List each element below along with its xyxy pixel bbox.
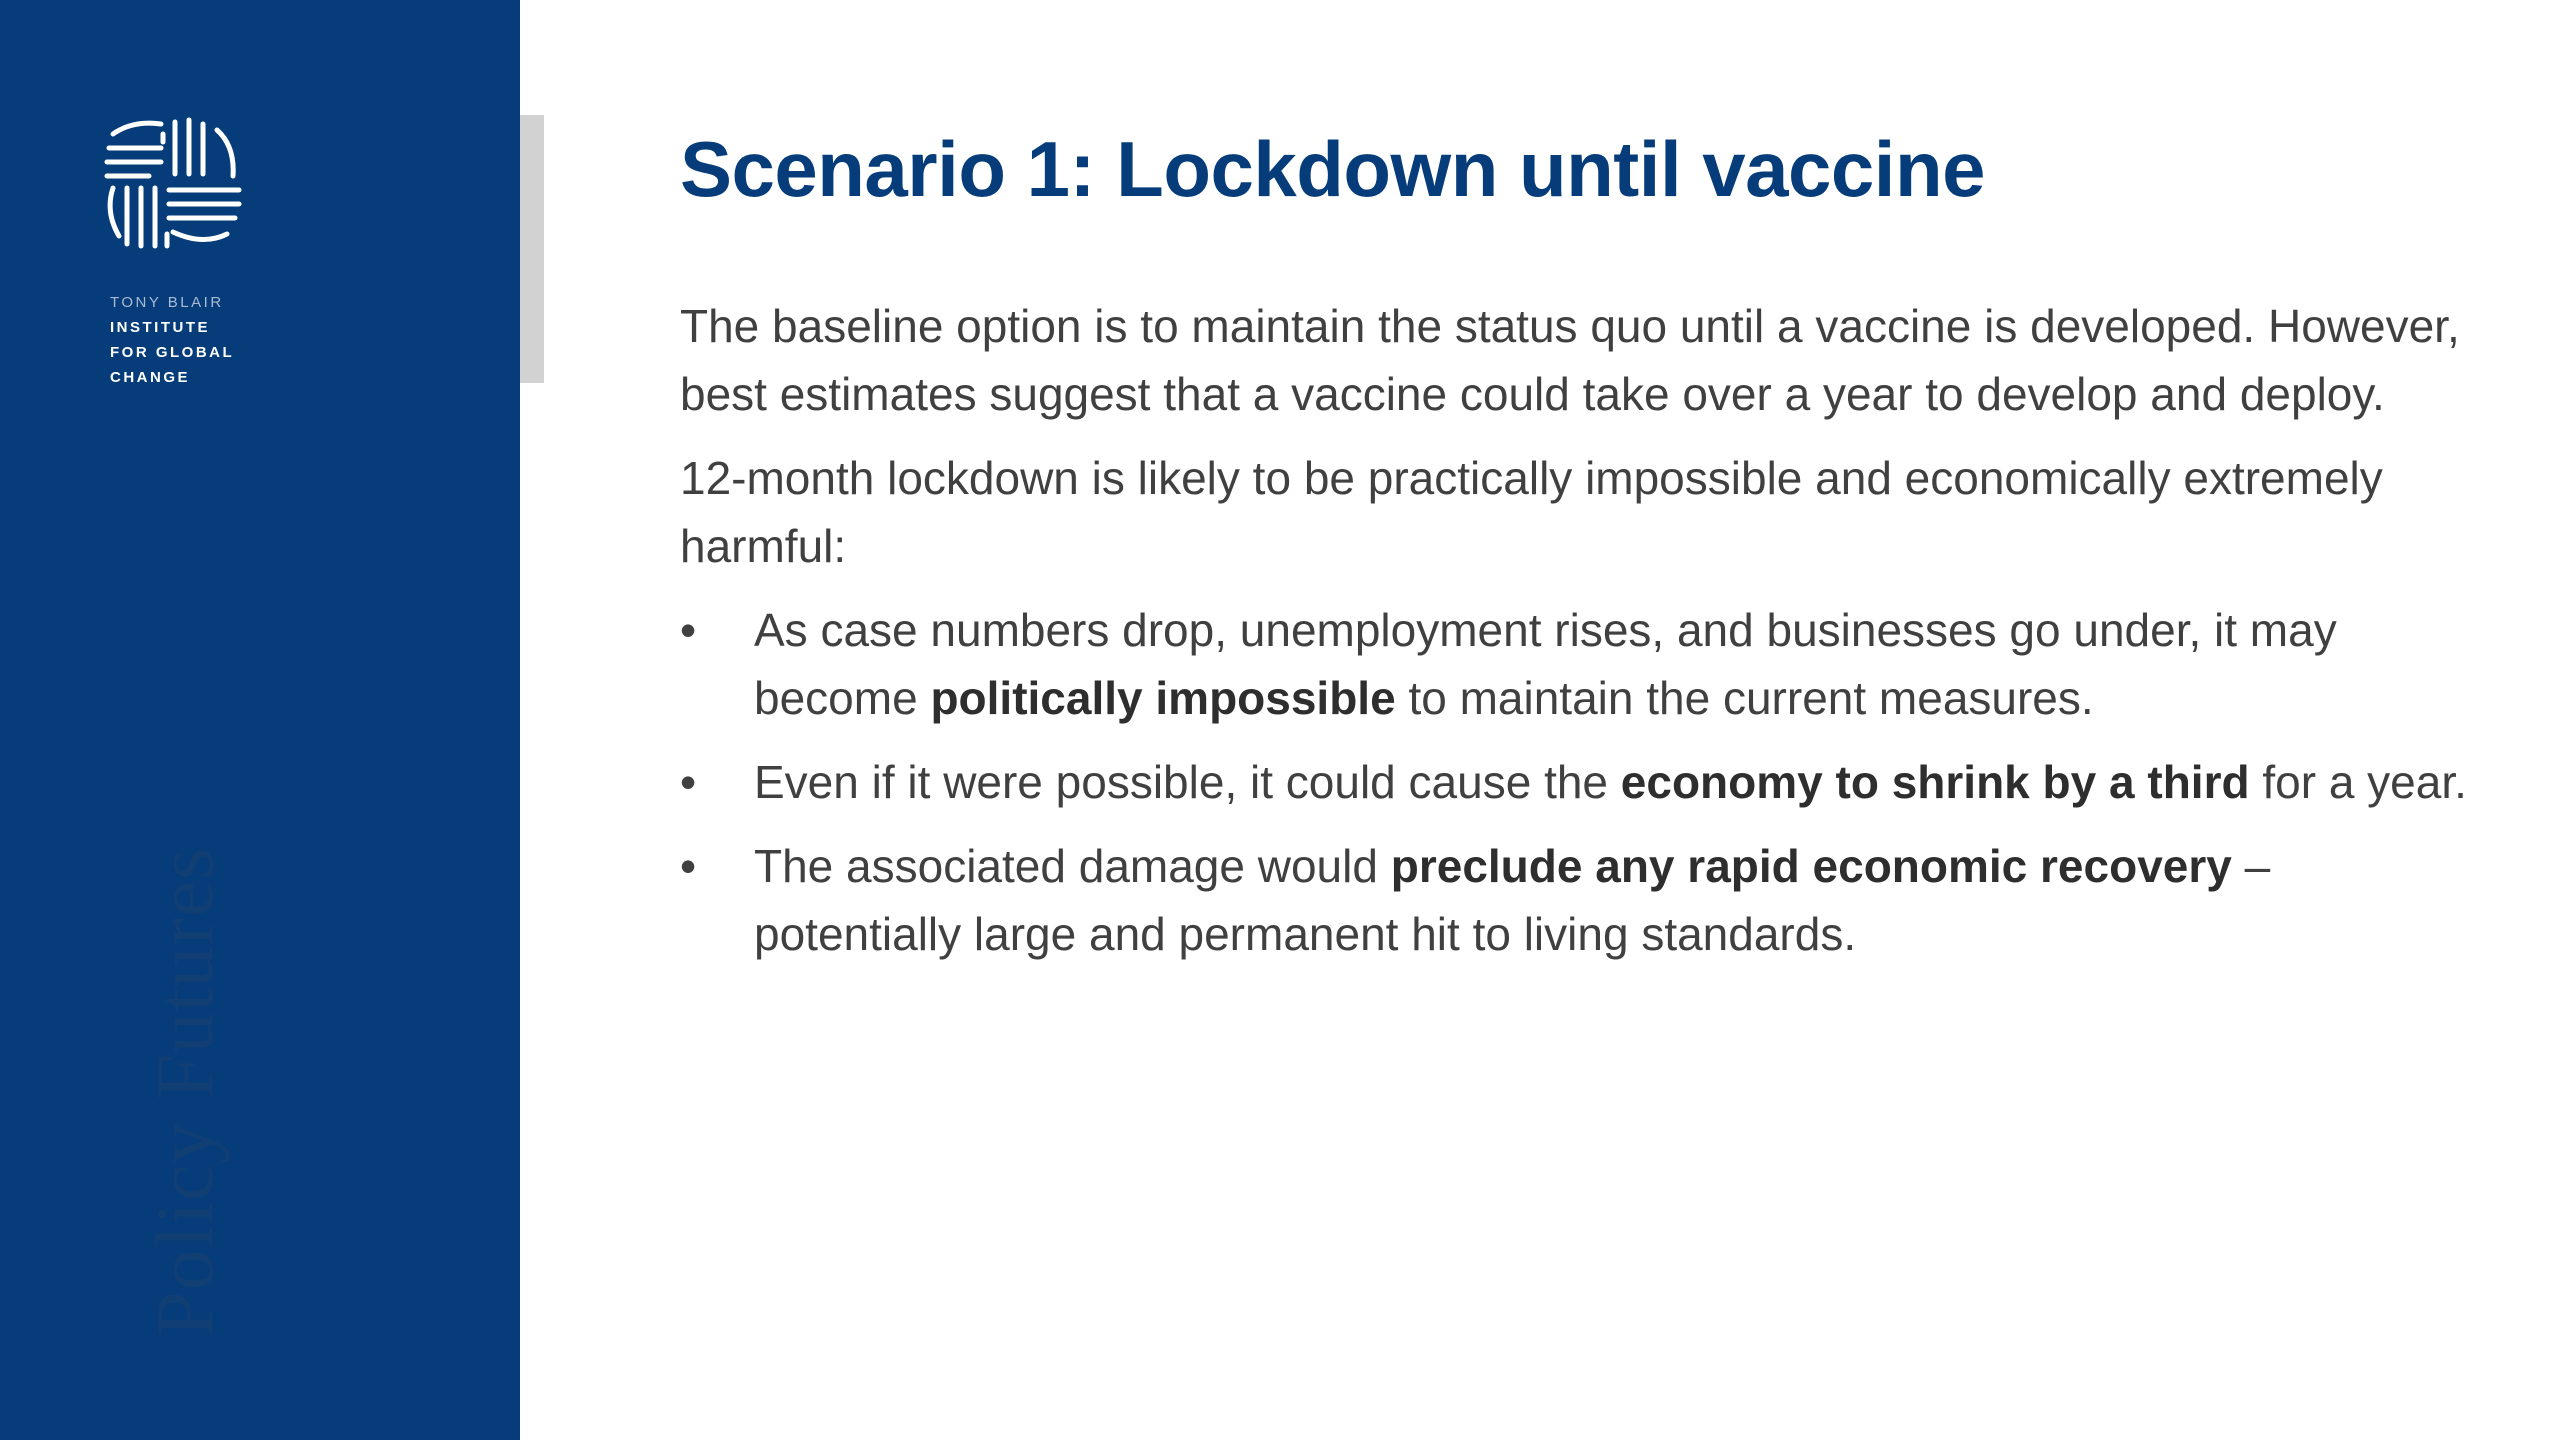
bullet-text: Even if it were possible, it could cause the xyxy=(754,756,1621,808)
side-tab-marker xyxy=(520,115,544,383)
org-name-line: FOR GLOBAL xyxy=(110,344,235,361)
bullet-political xyxy=(680,596,2480,732)
bullet-emphasis: preclude any rapid economic recovery xyxy=(1390,840,2232,892)
bullet-economy xyxy=(680,748,2480,816)
bullet-text: to maintain the current measures. xyxy=(1395,672,2094,724)
bullet-dot-icon: • xyxy=(680,840,697,892)
bullet-text: for a year. xyxy=(2249,756,2467,808)
bullet-text: As case numbers drop, unemployment rises, and businesses go under, it may become xyxy=(754,604,2337,724)
bullet-list xyxy=(680,596,2480,968)
bullet-emphasis: economy to shrink by a third xyxy=(1620,756,2250,808)
bullet-text: The associated damage would xyxy=(754,840,1391,892)
sidebar xyxy=(0,0,520,1440)
org-name-line: CHANGE xyxy=(110,369,191,386)
policy-futures-watermark: Policy Futures xyxy=(139,846,230,1337)
paragraph-lockdown: 12-month lockdown is likely to be practically impossible and economically extremely harmful: xyxy=(680,452,2383,572)
bullet-dot-icon: • xyxy=(680,756,697,808)
slide-title: Scenario 1: Lockdown until vaccine xyxy=(680,125,1986,213)
org-name-line: INSTITUTE xyxy=(110,319,210,336)
bullet-recovery xyxy=(680,832,2480,968)
org-name-line: TONY BLAIR xyxy=(110,294,224,311)
bullet-emphasis: politically impossible xyxy=(930,672,1396,724)
bullet-dot-icon: • xyxy=(680,604,697,656)
paragraph-baseline: The baseline option is to maintain the status quo until a vaccine is developed. However, best estimates suggest that a vaccine could take over a year to develop and deploy. xyxy=(680,300,2460,420)
tbi-woven-logo-icon xyxy=(103,112,243,252)
bullet-text: – potentially large and permanent hit to living standards. xyxy=(754,840,2271,960)
slide-body xyxy=(680,292,2480,984)
org-name xyxy=(110,290,234,390)
